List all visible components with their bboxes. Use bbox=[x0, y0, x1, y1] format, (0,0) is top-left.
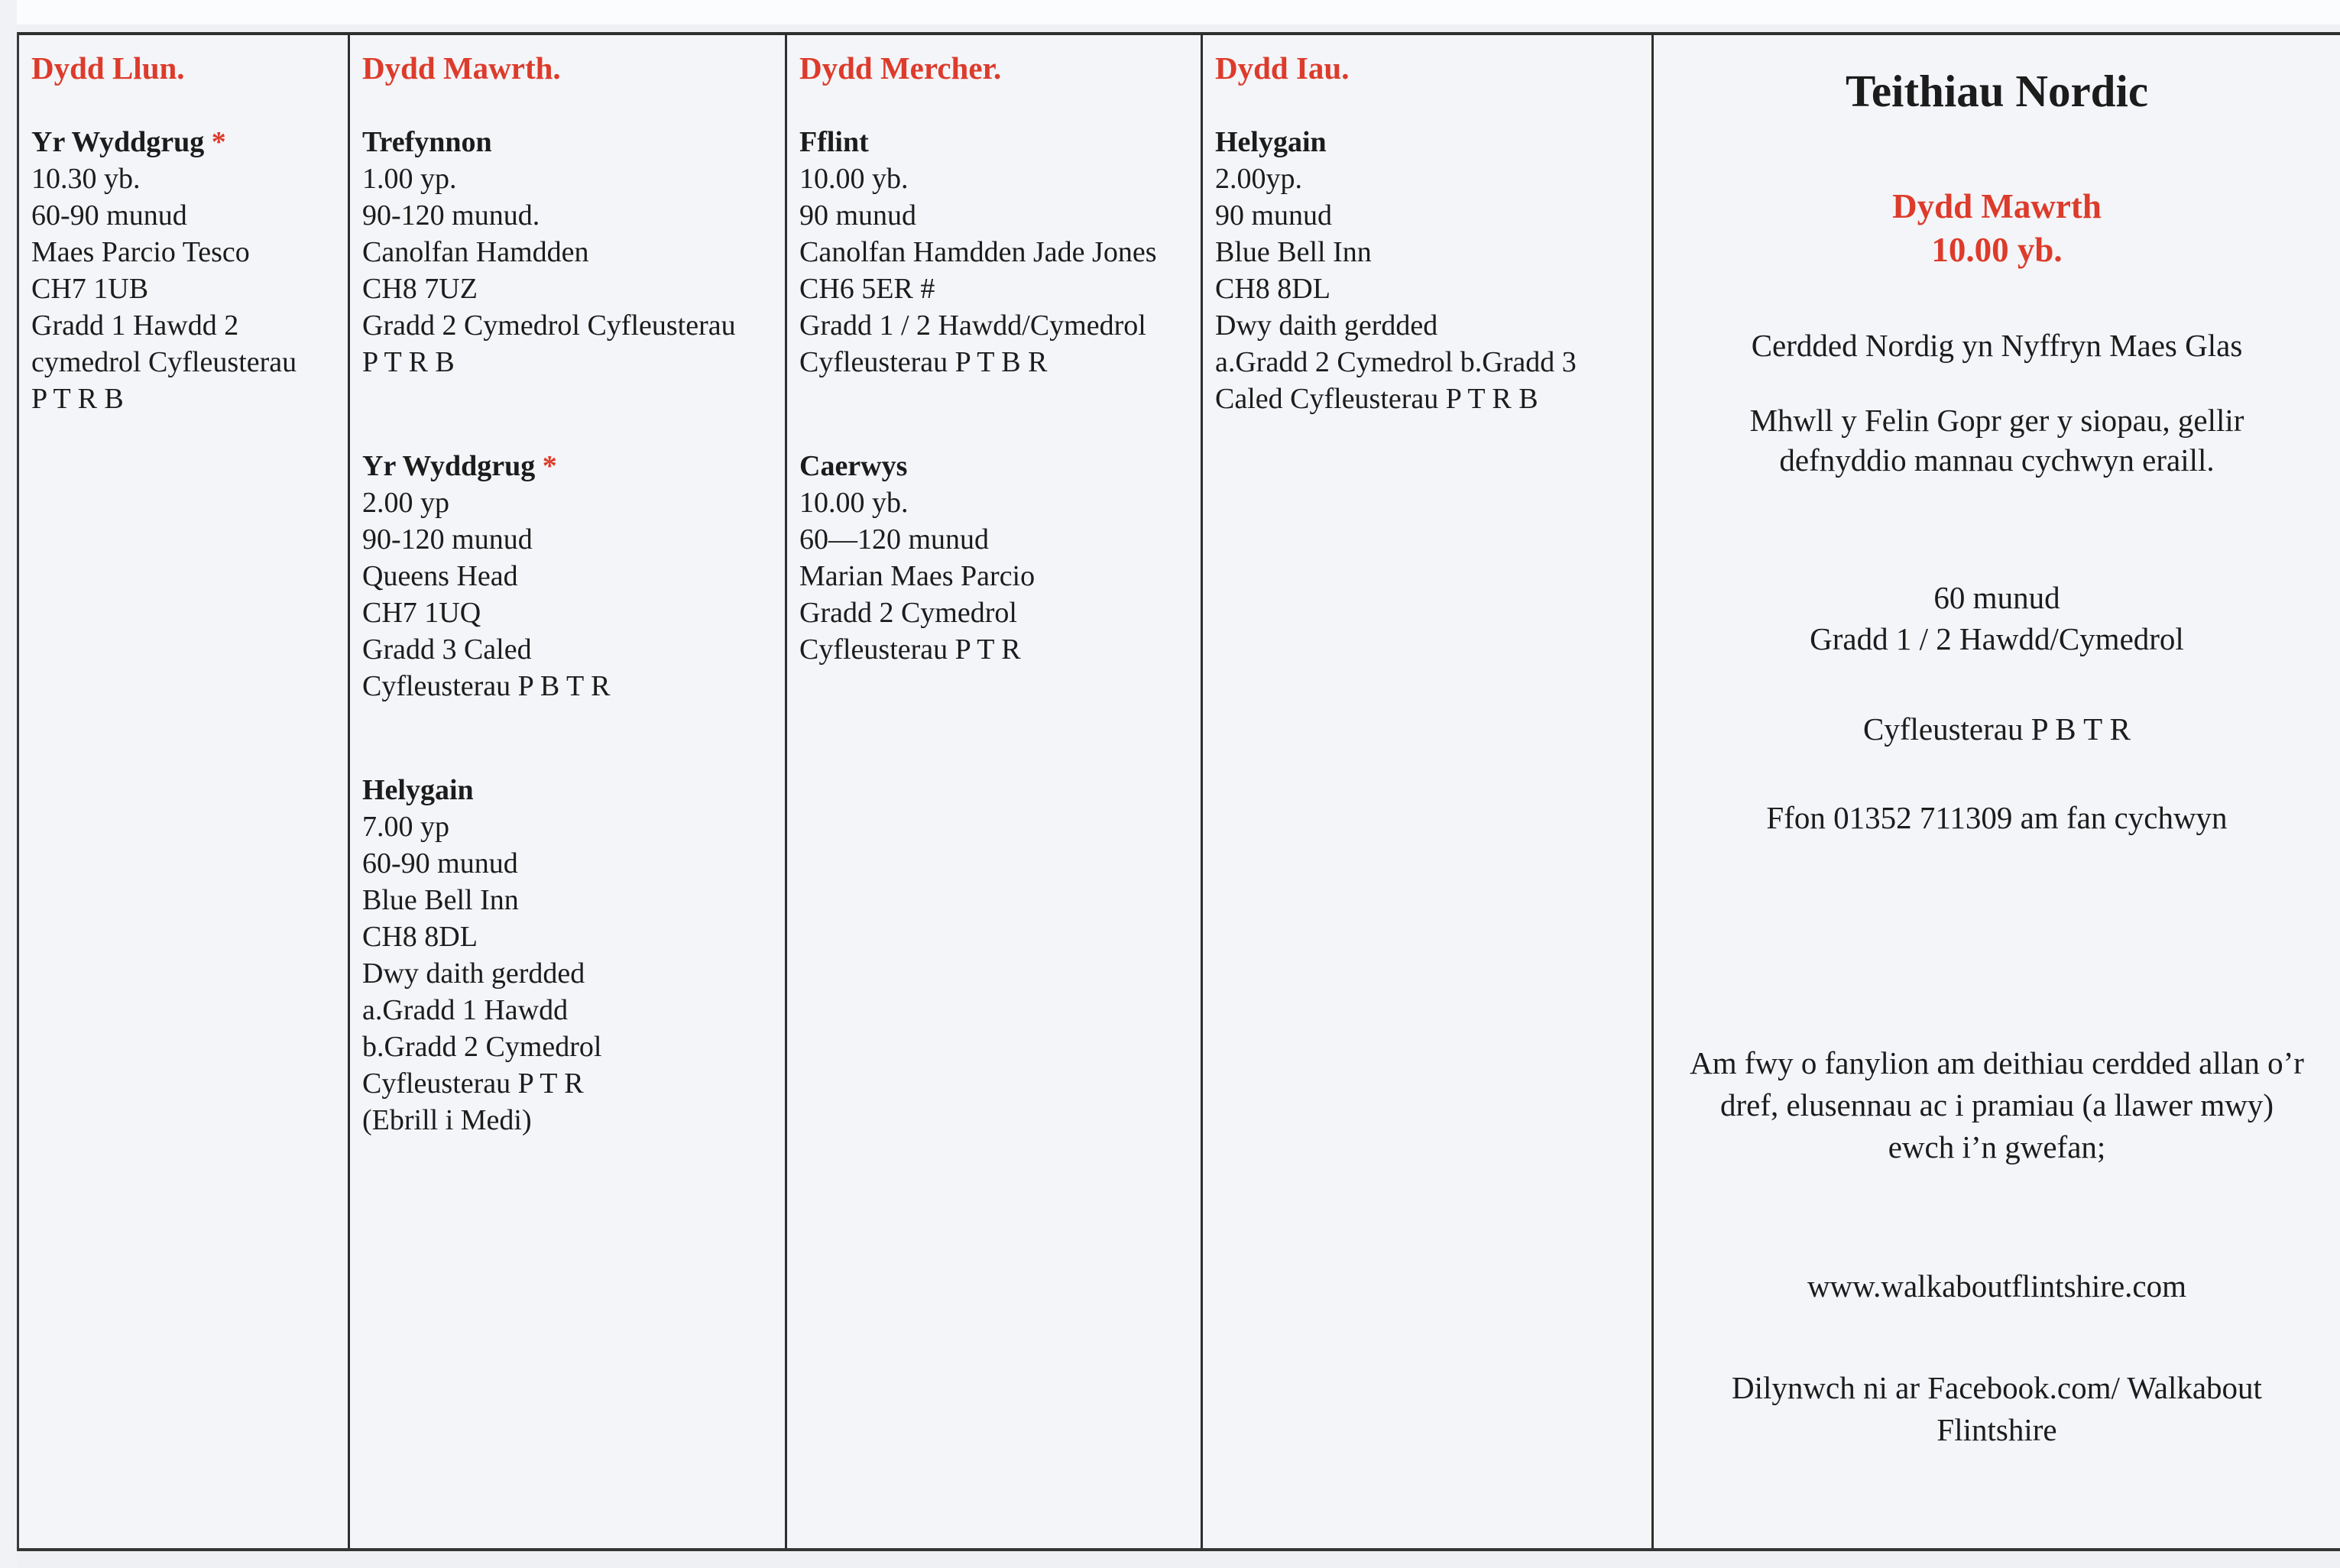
walk-name bbox=[31, 124, 335, 160]
walk-detail-line: b.Gradd 2 Cymedrol bbox=[362, 1031, 602, 1063]
walk-detail-line: Gradd 2 Cymedrol bbox=[799, 597, 1017, 629]
walk-detail-line: Gradd 1 / 2 Hawdd/Cymedrol bbox=[799, 309, 1146, 342]
walk-detail-line: Gradd 3 Caled bbox=[362, 633, 532, 666]
walk-detail-line: CH7 1UB bbox=[31, 273, 149, 305]
walk-detail-line: cymedrol Cyfleusterau bbox=[31, 346, 297, 378]
walk-detail-line: CH6 5ER # bbox=[799, 273, 935, 305]
nordic-panel bbox=[1654, 35, 2340, 1548]
walk-entry bbox=[1215, 124, 1639, 417]
schedule-table bbox=[17, 32, 2340, 1551]
walk-name: Trefynnon bbox=[362, 126, 492, 158]
walk-name-text: Yr Wyddgrug bbox=[362, 450, 536, 482]
walk-detail-line: (Ebrill i Medi) bbox=[362, 1104, 532, 1136]
walk-detail-line: Maes Parcio Tesco bbox=[31, 236, 250, 268]
nordic-time: 10.00 yb. bbox=[1931, 231, 2063, 269]
nordic-website: www.walkaboutflintshire.com bbox=[1807, 1268, 2187, 1304]
walk-entry bbox=[362, 124, 773, 381]
walk-detail-line: 1.00 yp. bbox=[362, 163, 457, 195]
nordic-grade: Gradd 1 / 2 Hawdd/Cymedrol bbox=[1810, 621, 2184, 656]
walk-detail-line: 10.00 yb. bbox=[799, 487, 909, 519]
walk-detail-line: 60-90 munud bbox=[31, 199, 187, 232]
walk-name: Caerwys bbox=[799, 450, 908, 482]
nordic-more-info: Am fwy o fanylion am deithiau cerdded allan o’r dref, elusennau ac i pramiau (a llawer mwy) ewch i’n gwefan; bbox=[1690, 1045, 2304, 1165]
walk-detail-line: Dwy daith gerdded bbox=[1215, 309, 1438, 342]
walk-detail-line: Cyfleusterau P T R bbox=[799, 633, 1021, 666]
walk-detail-line: 60—120 munud bbox=[799, 523, 990, 556]
walk-detail-line: CH8 8DL bbox=[1215, 273, 1330, 305]
walk-entry bbox=[799, 124, 1188, 381]
walk-detail-line: 10.00 yb. bbox=[799, 163, 909, 195]
column-dydd-iau bbox=[1203, 35, 1654, 1548]
nordic-facilities: Cyfleusterau P B T R bbox=[1862, 711, 2131, 747]
day-header: Dydd Iau. bbox=[1215, 50, 1350, 86]
day-header: Dydd Mawrth. bbox=[362, 50, 561, 86]
walk-entry bbox=[362, 448, 773, 705]
walk-detail-line: 90 munud bbox=[799, 199, 917, 232]
walk-name: Helygain bbox=[362, 774, 474, 806]
walk-detail-line: P T R B bbox=[362, 346, 455, 378]
nordic-intro: Cerdded Nordig yn Nyffryn Maes Glas bbox=[1751, 328, 2243, 363]
walk-detail-line: 2.00 yp bbox=[362, 487, 449, 519]
walk-entry bbox=[31, 124, 335, 417]
walk-detail-line: a.Gradd 2 Cymedrol b.Gradd 3 bbox=[1215, 346, 1577, 378]
walk-name: Helygain bbox=[1215, 126, 1327, 158]
scan-left-margin bbox=[0, 0, 17, 1568]
walk-asterisk: * bbox=[211, 126, 226, 158]
nordic-facebook: Dilynwch ni ar Facebook.com/ Walkabout Flintshire bbox=[1732, 1370, 2262, 1447]
nordic-title: Teithiau Nordic bbox=[1845, 66, 2149, 116]
nordic-day: Dydd Mawrth bbox=[1892, 187, 2102, 225]
walk-detail-line: CH8 8DL bbox=[362, 921, 478, 953]
walk-detail-line: 2.00yp. bbox=[1215, 163, 1302, 195]
column-dydd-llun bbox=[19, 35, 350, 1548]
walk-detail-line: Blue Bell Inn bbox=[1215, 236, 1372, 268]
walk-asterisk: * bbox=[542, 450, 557, 482]
walk-detail-line: Queens Head bbox=[362, 560, 518, 592]
column-dydd-mawrth bbox=[350, 35, 787, 1548]
walk-detail-line: Gradd 1 Hawdd 2 bbox=[31, 309, 239, 342]
column-dydd-mercher bbox=[787, 35, 1203, 1548]
walk-detail-line: Cyfleusterau P T R bbox=[362, 1067, 584, 1100]
walk-name bbox=[362, 448, 773, 484]
walk-detail-line: Caled Cyfleusterau P T R B bbox=[1215, 383, 1538, 415]
walk-detail-line: Gradd 2 Cymedrol Cyfleusterau bbox=[362, 309, 736, 342]
walk-detail-line: 10.30 yb. bbox=[31, 163, 141, 195]
walk-detail-line: a.Gradd 1 Hawdd bbox=[362, 994, 569, 1026]
walk-detail-line: Dwy daith gerdded bbox=[362, 957, 585, 990]
scan-top-margin bbox=[0, 0, 2340, 24]
walk-detail-line: 60-90 munud bbox=[362, 847, 518, 880]
nordic-phone: Ffon 01352 711309 am fan cychwyn bbox=[1766, 800, 2228, 835]
walk-detail-line: CH7 1UQ bbox=[362, 597, 481, 629]
walk-detail-line: 90-120 munud bbox=[362, 523, 533, 556]
walk-detail-line: Marian Maes Parcio bbox=[799, 560, 1035, 592]
walk-detail-line: Cyfleusterau P T B R bbox=[799, 346, 1048, 378]
walk-detail-line: 90 munud bbox=[1215, 199, 1333, 232]
walk-detail-line: CH8 7UZ bbox=[362, 273, 478, 305]
walk-detail-line: Canolfan Hamdden Jade Jones bbox=[799, 236, 1157, 268]
day-header: Dydd Mercher. bbox=[799, 50, 1002, 86]
nordic-start-note: Mhwll y Felin Gopr ger y siopau, gellir defnyddio mannau cychwyn eraill. bbox=[1749, 403, 2244, 478]
walk-detail-line: P T R B bbox=[31, 383, 124, 415]
walk-entry bbox=[362, 772, 773, 1139]
nordic-duration: 60 munud bbox=[1933, 580, 2060, 615]
walk-detail-line: 90-120 munud. bbox=[362, 199, 540, 232]
walk-detail-line: Canolfan Hamdden bbox=[362, 236, 589, 268]
walk-entry bbox=[799, 448, 1188, 668]
walk-name-text: Yr Wyddgrug bbox=[31, 126, 205, 158]
walk-detail-line: Cyfleusterau P B T R bbox=[362, 670, 611, 702]
walk-name: Fflint bbox=[799, 126, 869, 158]
day-header: Dydd Llun. bbox=[31, 50, 185, 86]
walk-detail-line: Blue Bell Inn bbox=[362, 884, 519, 916]
walk-detail-line: 7.00 yp bbox=[362, 811, 449, 843]
